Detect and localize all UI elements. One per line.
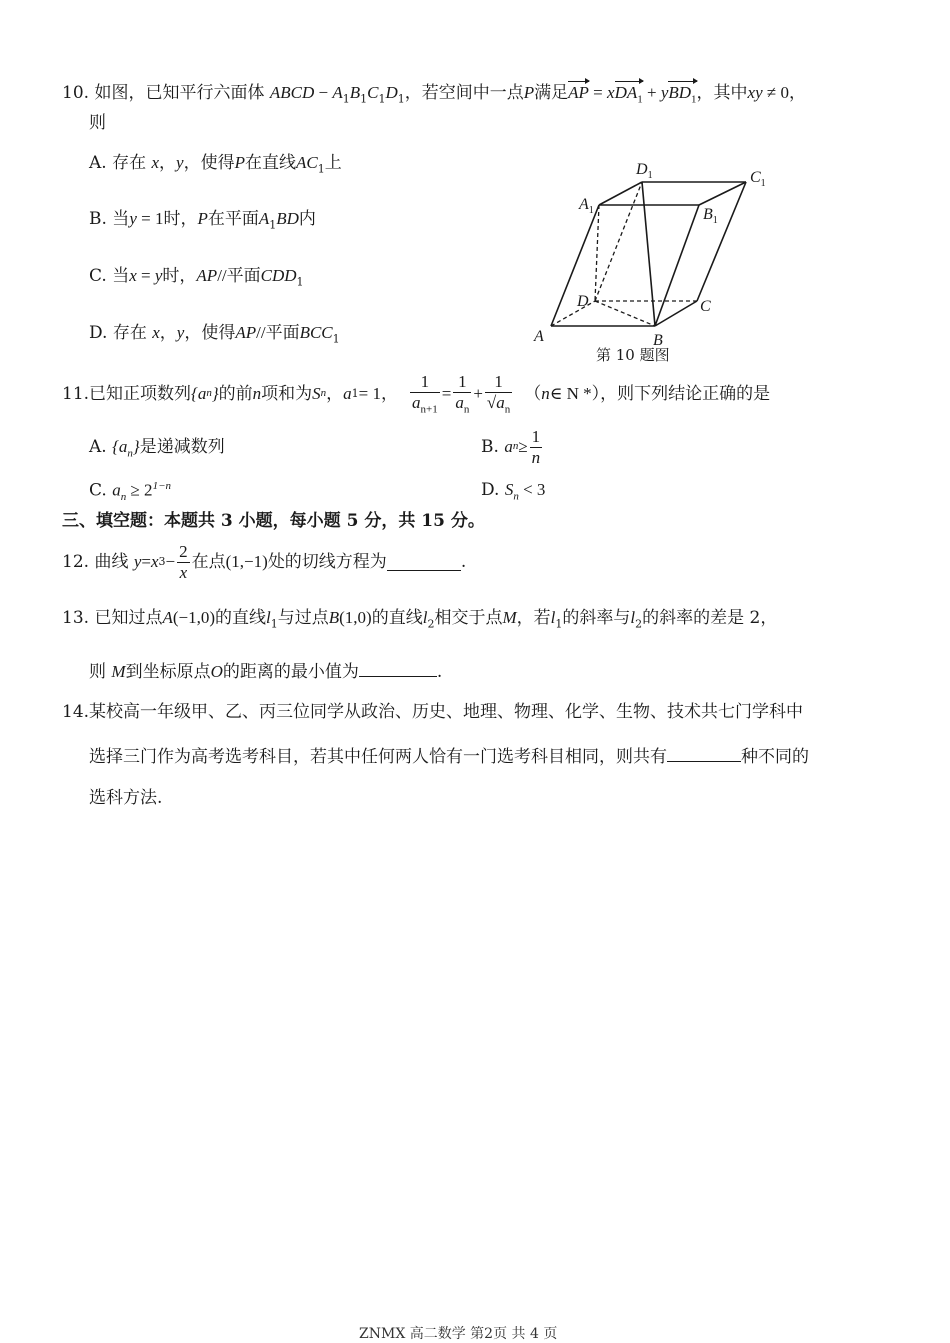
label-a: A (534, 328, 544, 345)
label-b1: $B_1$ (703, 206, 718, 226)
edge-b-c (655, 301, 697, 326)
parallelepiped-figure (525, 155, 775, 370)
figure-caption: 第 10 题图 (596, 346, 670, 364)
q11-option-a: A. $\{a_n\}$是递减数列 (89, 437, 225, 460)
q10-option-b: B. 当y = 1时，P在平面$A_1BD$内 (89, 209, 316, 232)
q14-line2: 选择三门作为高考选考科目，若其中任何两人恰有一门选考科目相同，则共有 种不同的 (89, 747, 809, 767)
q12: 12. 曲线 y = x 3 − $\frac{2}{x}$ 在点 (1,−1) 处的切线方程为 . (62, 541, 467, 582)
section-title: 三、填空题：本题共 3 小题，每小题 5 分，共 15 分。 (62, 511, 485, 531)
q11-option-c: C. $a_n \ge 2^{1-n}$ (89, 480, 171, 504)
edge-d-d1 (595, 182, 642, 301)
q10-stem-line2: 则 (89, 113, 106, 133)
q11-option-d: D. $S_n < 3$ (481, 480, 546, 503)
vector-bd1: $BD_1$ (668, 83, 697, 106)
edge-b1-b (655, 205, 699, 326)
q10-option-c: C. 当x = y时，AP//平面$CDD_1$ (89, 266, 304, 289)
q11-option-b: B. a n ≥ $\frac{1}{n}$ (481, 426, 541, 467)
vector-da1: $DA_1$ (614, 83, 643, 106)
answer-blank-13[interactable] (359, 660, 437, 677)
frac-1-over-an1: $\frac{1}{a_{n+1}}$ (412, 372, 438, 416)
q13-line2: 则 M到坐标原点O的距离的最小值为 . (89, 662, 443, 682)
vector-ap: AP (568, 83, 589, 102)
q14-line3: 选科方法. (89, 788, 163, 808)
answer-blank-14[interactable] (667, 745, 741, 762)
edge-a1-d1 (599, 182, 642, 205)
label-c: C (700, 298, 711, 315)
diag-a1-d (595, 205, 599, 301)
label-d: D (577, 293, 589, 310)
edge-b1-c1 (699, 182, 746, 205)
q14-line1: 14.某校高一年级甲、乙、丙三位同学从政治、历史、地理、物理、化学、生物、技术共七门学科中 (62, 702, 804, 722)
edge-c1-c (697, 182, 746, 301)
frac-1-over-an: $\frac{1}{a_n}$ (455, 372, 470, 416)
label-b: B (653, 332, 663, 349)
q10-stem-line1: 10. 如图，已知平行六面体 ABCD − $A_1B_1C_1D_1$，若空间中一点P满足AP = xDA$_1$ + yBD$_1$，其中xy ≠ 0， (62, 83, 806, 106)
q11-stem: 11. 已知正项数列 {a n } 的前 n 项和为 S n ， a 1 = 1 ， $\frac{1}{a_{n+1}}$ = $\frac{1}{a_n}$ + $\frac{1}{√a_n}$ （ n ∈ N * ），则下列结论正确的是 (62, 372, 771, 416)
diag-d-b (595, 301, 655, 326)
edge-a-a1 (551, 205, 599, 326)
label-c1: $C_1$ (750, 169, 766, 189)
q10-option-a: A. 存在 x，y，使得P在直线$AC_1$上 (89, 153, 342, 176)
q13-line1: 13. 已知过点A(−1,0)的直线$l_1$与过点B(1,0)的直线$l_2$相交于点M，若$l_1$的斜率与$l_2$的斜率的差是 2， (62, 608, 778, 631)
frac-1-over-sqrt-an: $\frac{1}{√a_n}$ (486, 372, 511, 416)
diag-d1-b (642, 182, 655, 326)
page-footer: ZNMX 高二数学 第2页 共 4 页 (359, 1326, 558, 1342)
label-d1: $D_1$ (636, 161, 653, 181)
label-a1: $A_1$ (579, 196, 594, 216)
q10-option-d: D. 存在 x，y，使得AP//平面$BCC_1$ (89, 323, 340, 346)
answer-blank-12[interactable] (387, 554, 461, 571)
